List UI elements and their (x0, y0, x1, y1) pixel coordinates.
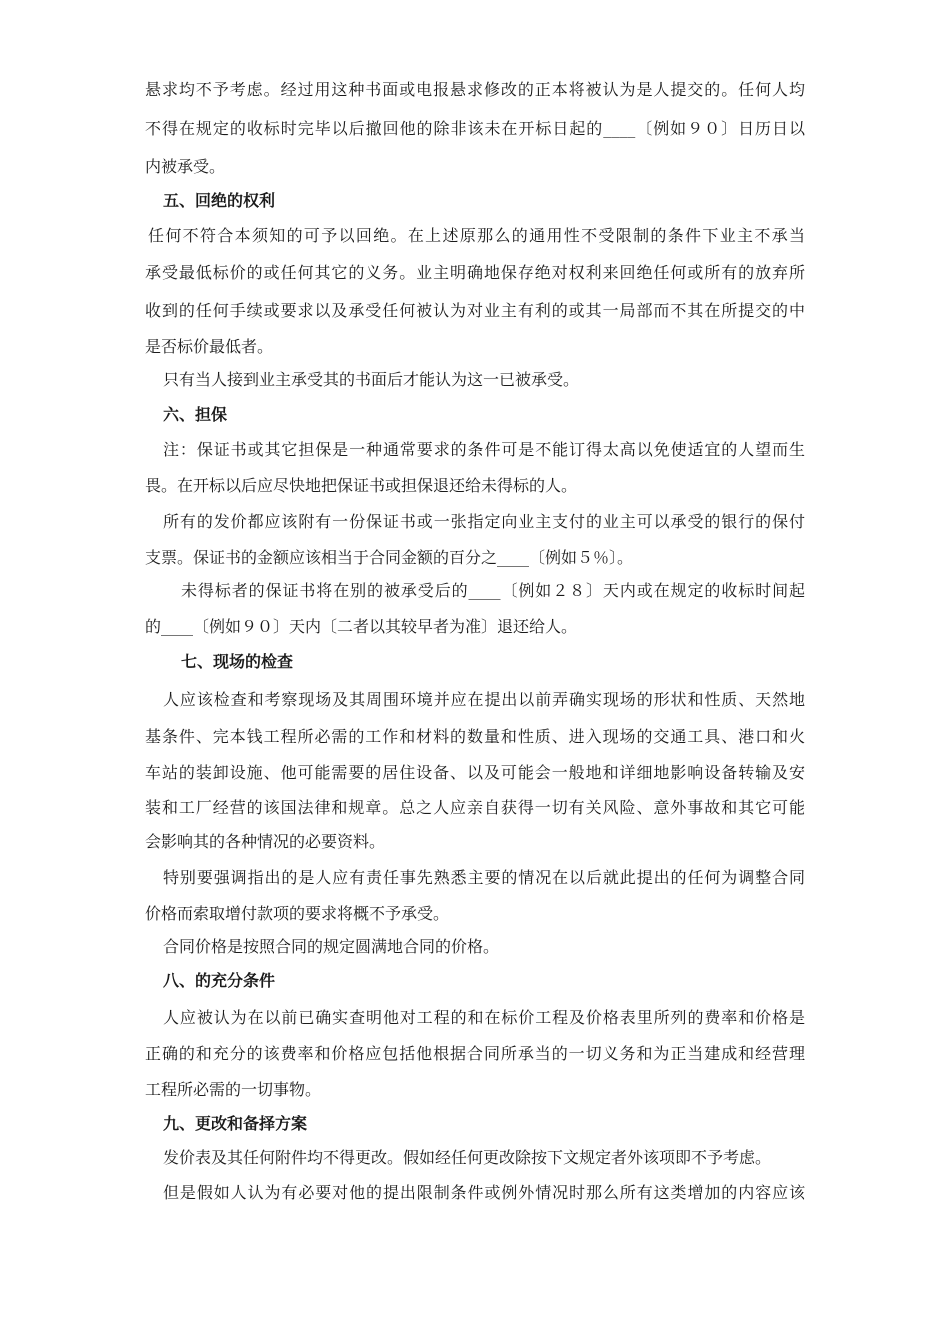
para-line: 是否标价最低者。 (145, 337, 274, 356)
para-line: 未得标者的保证书将在别的被承受后的____〔例如２８〕天内或在规定的收标时间起 (181, 581, 805, 600)
section-heading: 六、担保 (163, 405, 228, 424)
para-line: 的____〔例如９０〕天内〔二者以其较早者为准〕退还给人。 (145, 617, 578, 636)
section-heading: 九、更改和备择方案 (163, 1114, 308, 1133)
para-line: 基条件、完本钱工程所必需的工作和材料的数量和性质、进入现场的交通工具、港口和火 (145, 727, 805, 746)
para-line: 人应该检查和考察现场及其周围环境并应在提出以前弄确实现场的形状和性质、天然地 (163, 690, 805, 709)
para-line: 特别要强调指出的是人应有责任事先熟悉主要的情况在以后就此提出的任何为调整合同 (163, 868, 805, 887)
para-line: 只有当人接到业主承受其的书面后才能认为这一已被承受。 (163, 370, 580, 389)
section-heading: 七、现场的检查 (181, 652, 294, 671)
para-line: 人应被认为在以前已确实查明他对工程的和在标价工程及价格表里所列的费率和价格是 (163, 1008, 805, 1027)
para-line: 合同价格是按照合同的规定圆满地合同的价格。 (163, 937, 500, 956)
para-line: 悬求均不予考虑。经过用这种书面或电报悬求修改的正本将被认为是人提交的。任何人均 (145, 80, 805, 99)
para-line: 内被承受。 (145, 157, 226, 176)
para-line: 支票。保证书的金额应该相当于合同金额的百分之____〔例如５％〕。 (145, 548, 634, 567)
para-line: 发价表及其任何附件均不得更改。假如经任何更改除按下文规定者外该项即不予考虑。 (163, 1148, 772, 1167)
para-line: 装和工厂经营的该国法律和规章。总之人应亲自获得一切有关风险、意外事故和其它可能 (145, 798, 805, 817)
para-line: 所有的发价都应该附有一份保证书或一张指定向业主支付的业主可以承受的银行的保付 (163, 512, 805, 531)
para-line: 价格而索取增付款项的要求将概不予承受。 (145, 904, 450, 923)
para-line: 车站的装卸设施、他可能需要的居住设备、以及可能会一般地和详细地影响设备转输及安 (145, 763, 805, 782)
section-heading: 五、回绝的权利 (163, 191, 276, 210)
para-line: 会影响其的各种情况的必要资料。 (145, 832, 386, 851)
para-line: 注：保证书或其它担保是一种通常要求的条件可是不能订得太高以免使适宜的人望而生 (163, 440, 805, 459)
para-line: 收到的任何手续或要求以及承受任何被认为对业主有利的或其一局部而不其在所提交的中 (145, 301, 805, 320)
para-line: 但是假如人认为有必要对他的提出限制条件或例外情况时那么所有这类增加的内容应该 (163, 1183, 805, 1202)
para-line: 不得在规定的收标时完毕以后撤回他的除非该未在开标日起的____〔例如９０〕日历日以 (145, 119, 805, 138)
para-line: 畏。在开标以后应尽快地把保证书或担保退还给未得标的人。 (145, 476, 578, 495)
para-line: 正确的和充分的该费率和价格应包括他根据合同所承当的一切义务和为正当建成和经营理 (145, 1044, 805, 1063)
para-line: 承受最低标价的或任何其它的义务。业主明确地保存绝对权利来回绝任何或所有的放弃所 (145, 263, 805, 282)
section-heading: 八、的充分条件 (163, 971, 276, 990)
para-line: 任何不符合本须知的可予以回绝。在上述原那么的通用性不受限制的条件下业主不承当 (148, 226, 805, 245)
para-line: 工程所必需的一切事物。 (145, 1080, 322, 1099)
